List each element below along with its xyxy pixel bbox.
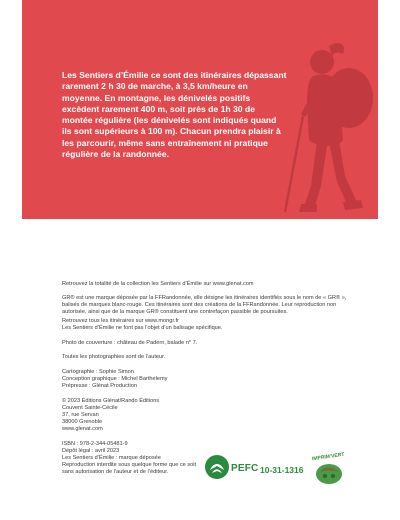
pefc-certificate-number: 10-31-1316	[260, 465, 304, 475]
trademark-line: Les Sentiers d’Émilie : marque déposée	[62, 455, 161, 461]
hiker-girl-silhouette	[277, 36, 377, 219]
address-line-1: Couvent Sainte-Cécile	[62, 405, 118, 411]
address-line-3: 38000 Grenoble	[62, 419, 103, 425]
cover-photo-credit: Photo de couverture : château de Padern, balade n° 7.	[62, 340, 198, 346]
imprim-vert-text: IMPRIM'VERT	[311, 451, 345, 463]
reproduction-line-1: Reproduction interdite sous quelque forme que ce soit	[62, 462, 197, 468]
gr-website-line: Retrouvez tous les itinéraires sur www.mongr.fr	[62, 318, 179, 324]
prepress-credit: Prépresse : Glénat Production	[62, 383, 137, 389]
balisage-line: Les Sentiers d’Émilie ne font pas l’objet d’un balisage spécifique.	[62, 325, 223, 331]
legal-deposit-line: Dépôt légal : avril 2023	[62, 448, 120, 454]
pefc-tree-logo-icon	[204, 454, 230, 480]
gr-notice: GR® est une marque déposée par la FFRandonnée, elle désigne les itinéraires identifiés sous le nom de « GR® », balisés de marques blanc-rouge. Ces itinéraires sont des créations de la FFRandonnée. Leur reproduction non autorisée, ainsi que de la marque GR® constituent une contrefaçon passible de poursuites.	[62, 295, 347, 316]
address-line-2: 37, rue Servan	[62, 412, 99, 418]
walking-stick	[285, 116, 303, 212]
publisher-website: www.glenat.com	[62, 426, 103, 432]
cartography-credit: Cartographie : Sophie Simon	[62, 369, 134, 375]
banner-description: Les Sentiers d’Émilie ce sont des itinéraires dépassant rarement 2 h 30 de marche, à 3,5 km/heure en moyenne. En montagne, les dénivelés positifs excèdent rarement 400 m, soit près de 1h 30 de montée régulière (les dénivelés sont indiqués quand ils sont supérieurs à 100 m). Chacun prendra plaisir à les parcourir, même sans entraînement ni pratique régulière de la randonnée.	[62, 70, 287, 160]
imprim-vert-logo-icon	[314, 458, 344, 486]
copyright-line: © 2023 Éditions Glénat/Rando Éditions	[62, 398, 160, 404]
cover-banner	[22, 0, 378, 219]
reproduction-line-2: sans autorisation de l’auteur et de l’éditeur.	[62, 469, 169, 475]
isbn-line: ISBN : 978-2-344-05481-9	[62, 441, 128, 447]
photos-credit: Toutes les photographies sont de l’auteur.	[62, 354, 166, 360]
design-credit: Conception graphique : Michel Barthelemy	[62, 376, 168, 382]
pefc-logo-text: PEFC	[231, 463, 259, 474]
collection-line: Retrouvez la totalité de la collection les Sentiers d’Émilie sur www.glenat.com	[62, 281, 254, 287]
